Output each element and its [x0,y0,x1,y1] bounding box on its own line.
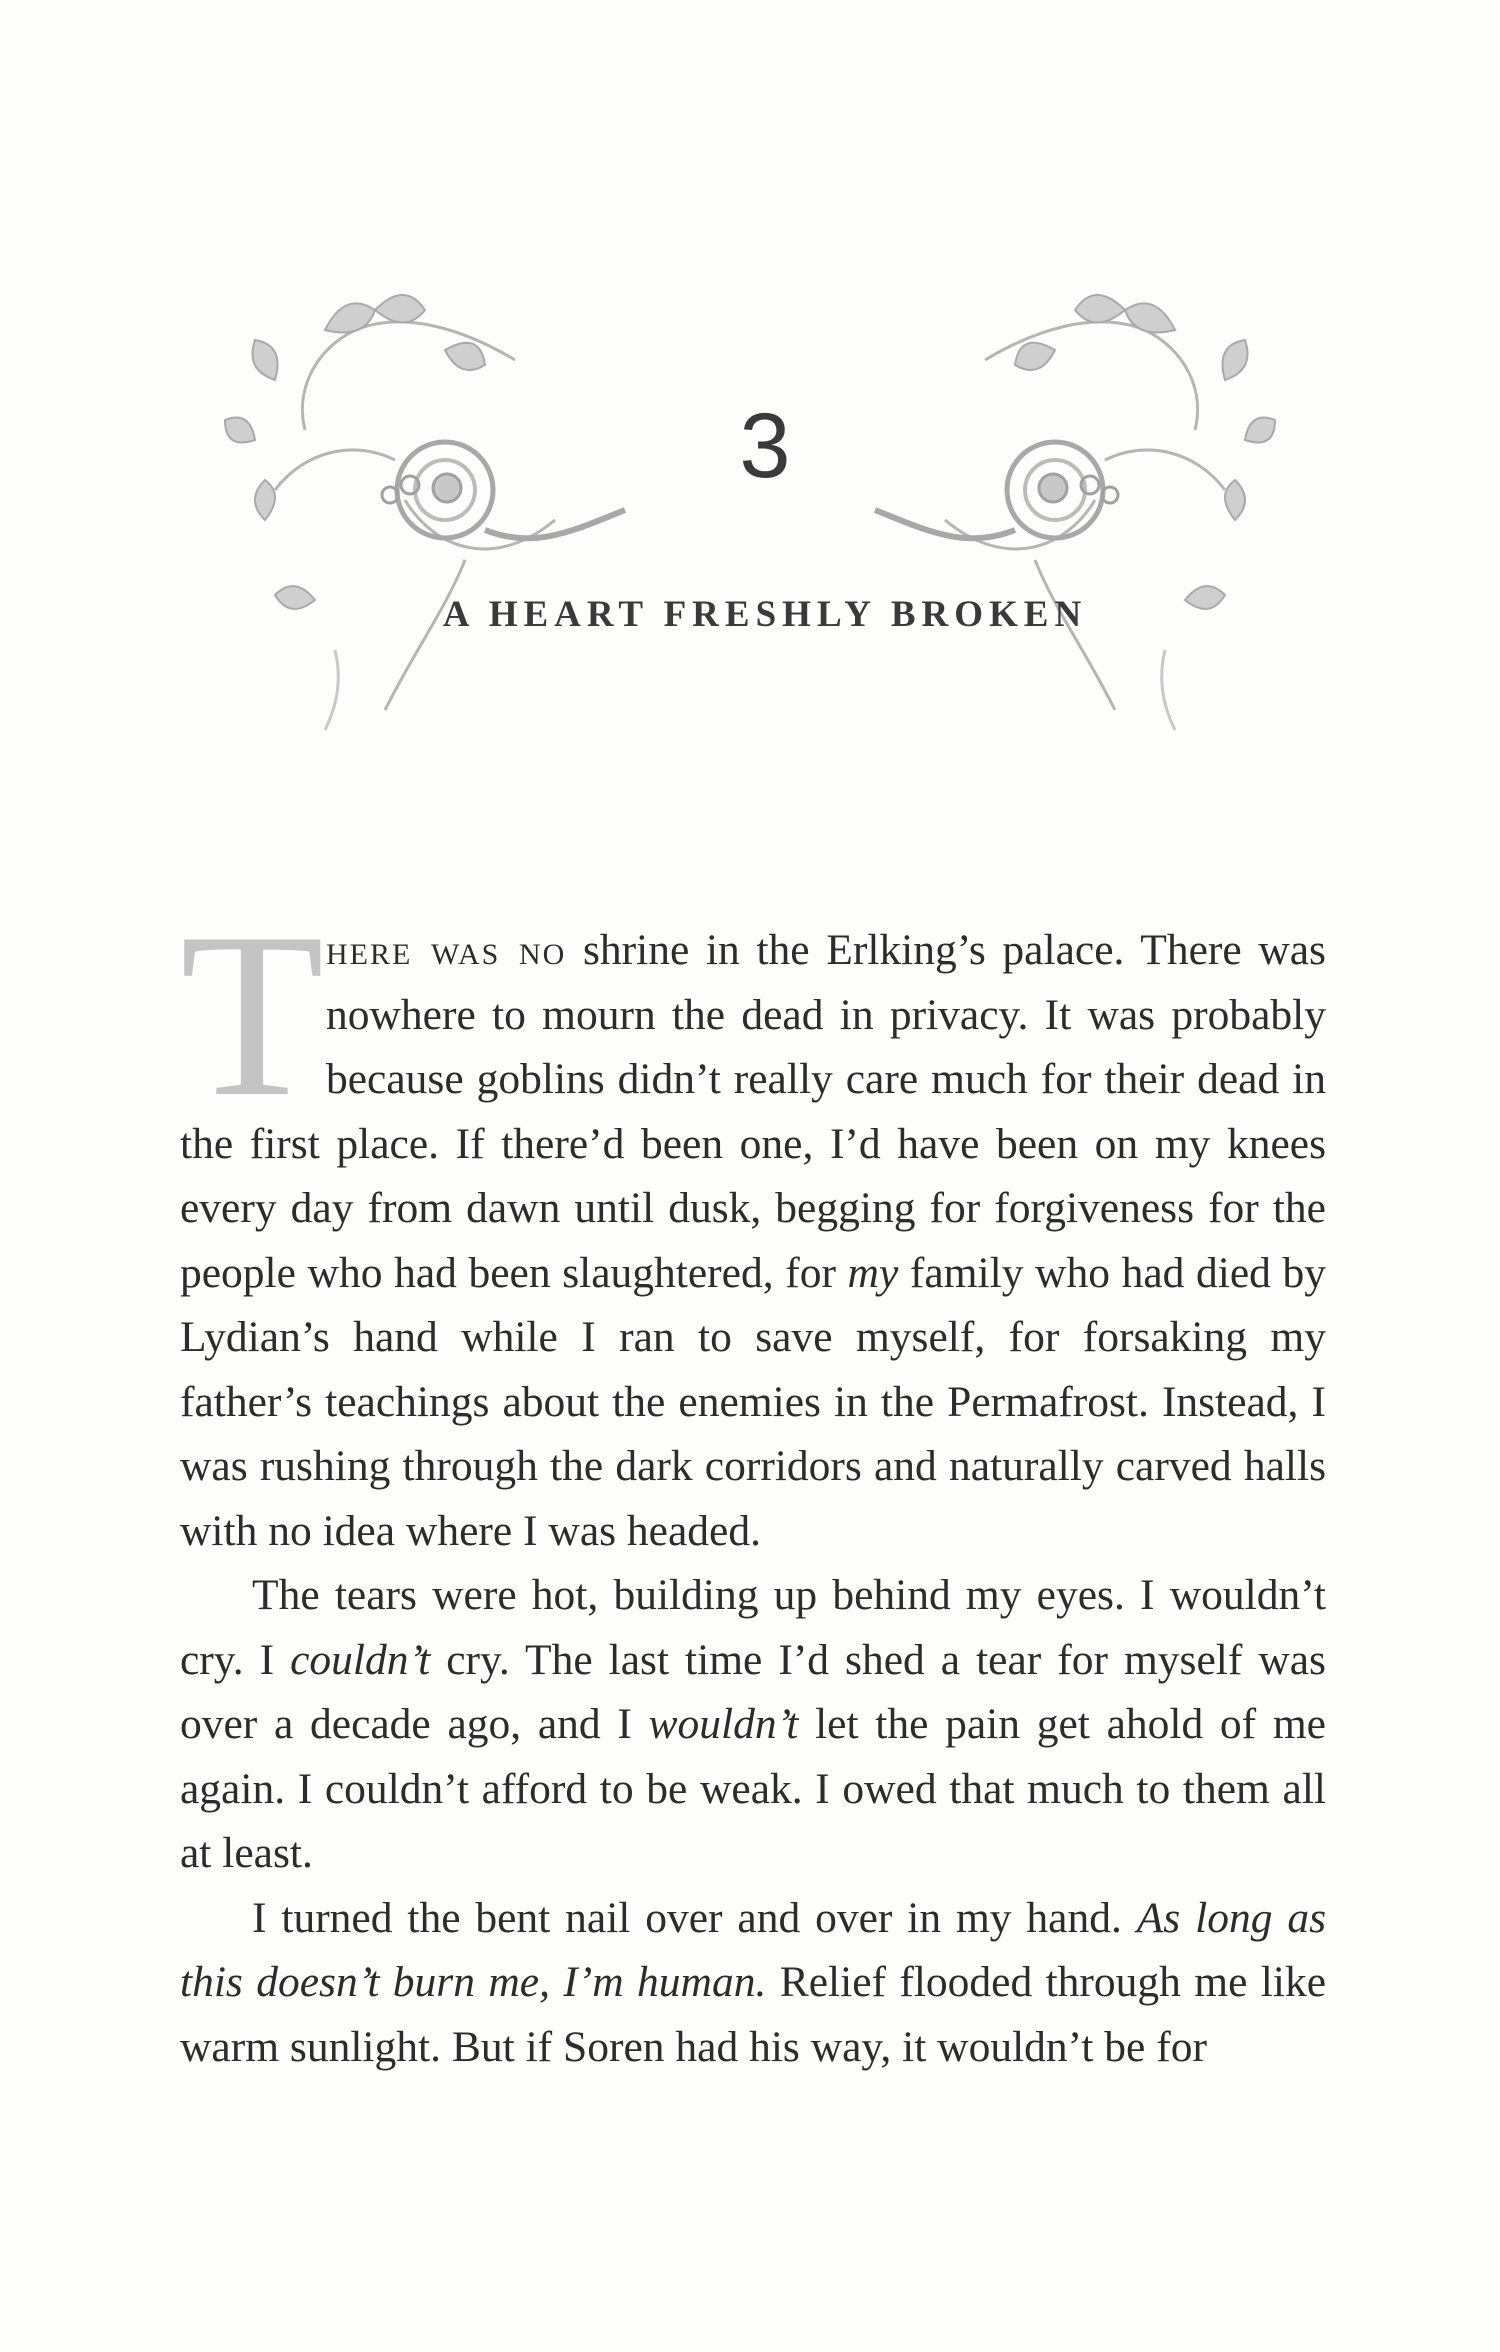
drop-cap-container [180,885,325,1146]
paragraph-3-text-2: Relief flooded through me like warm sunlight. But if Soren had his way, it wouldn’t be for [180,1958,1326,2071]
paragraph-2-text-2: cry. The last time I’d shed a tear for myself was over a decade ago, and I [180,1635,1326,1748]
lead-in-smallcaps: here was no [326,926,567,974]
chapter-body [180,885,1326,2079]
paragraph-2-text-3: let the pain get ahold of me again. I couldn’t afford to be weak. I owed that much to them all at least. [180,1700,1326,1877]
paragraph-2-emphasis-1: couldn’t [290,1635,431,1684]
paragraph-1-text: shrine in the Erlking’s palace. There was nowhere to mourn the dead in privacy. It was probably because goblins didn’t really care much for their dead in the first place. If there’d been one, I’d have been on my knees every day from dawn until dusk, begging for forgiveness for the people who had been slaughtered, for [180,926,1326,1297]
paragraph-2 [180,1563,1326,1886]
paragraph-1-emphasis: my [847,1248,899,1297]
drop-cap: T [180,885,325,1146]
paragraph-2-emphasis-2: wouldn’t [648,1700,799,1748]
oak-leaf-scroll-ornament-right-icon [865,270,1285,770]
paragraph-2-text-1: The tears were hot, building up behind my eyes. I wouldn’t cry. I [180,1571,1326,1684]
paragraph-3-emphasis: As long as this doesn’t burn me, I’m human. [180,1893,1326,2006]
paragraph-3 [180,1886,1326,2080]
paragraph-1-text-2: family who had died by Lydian’s hand while I ran to save myself, for forsaking my father’s teachings about the enemies in the Permafrost. Instead, I was rushing through the dark corridors and naturally carved halls with no idea where I was headed. [180,1248,1326,1555]
oak-leaf-scroll-ornament-left-icon [215,270,635,770]
chapter-title: A HEART FRESHLY BROKEN [442,594,1088,635]
chapter-number: 3 [739,395,791,497]
paragraph-1 [180,885,1326,1563]
paragraph-3-text-1: I turned the bent nail over and over in my hand. [252,1893,1137,1942]
